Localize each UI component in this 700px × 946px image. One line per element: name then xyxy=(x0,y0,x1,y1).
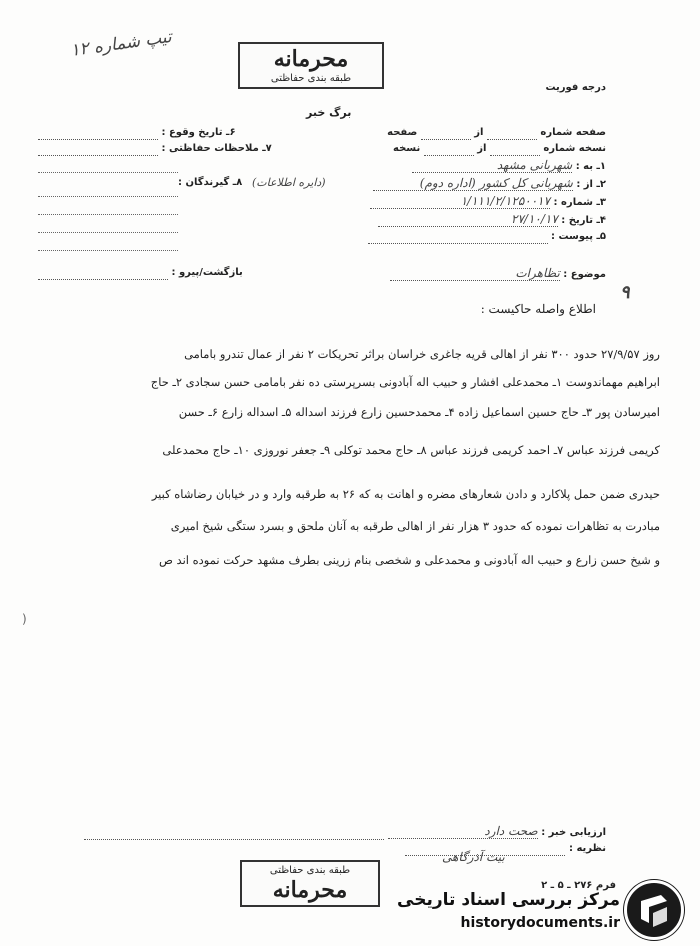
report-line: مبادرت به تظاهرات نموده که حدود ۳ هزار نفر از اهالی طرقبه به آنان ملحق و بسرد ستگی شیخ امیری xyxy=(170,519,660,533)
evaluation-field: ارزیابی خبر : صحت دارد xyxy=(84,824,606,840)
report-intro: اطلاع واصله حاکیست : xyxy=(480,302,596,316)
subject-field: موضوع : تظاهرات xyxy=(390,266,606,282)
field-incident-date: ۶ـ تاریخ وقوع : xyxy=(38,126,236,140)
corner-handwriting: تیپ شماره ۱۲ xyxy=(69,26,173,62)
report-line: امیرسادن پور ۳ـ حاج حسین اسماعیل زاده ۴ـ محمدحسین زارع فرزند اسداله ۵ـ اسداله زارع ۶ـ حسن xyxy=(178,405,660,419)
field-number: ۳ـ شماره : ۱/۱۱۱/۲/۱۲۵۰۰۱۷ xyxy=(370,194,606,210)
recipients-value: (دایره اطلاعات) xyxy=(252,176,326,189)
report-line: روز ۲۷/۹/۵۷ حدود ۳۰۰ نفر از اهالی قریه جاغری خراسان براثر تحریکات ۲ نفر از عمال تندرو بامامی xyxy=(184,347,660,361)
watermark-title: مرکز بررسی اسناد تاریخی xyxy=(397,890,620,910)
blank-line xyxy=(38,196,178,197)
field-page-number: صفحه شماره از صفحه xyxy=(387,127,606,138)
stamp-code: محرمانه xyxy=(272,877,348,903)
blank-line xyxy=(38,232,178,233)
stray-mark: ( xyxy=(22,612,27,626)
blank-line xyxy=(38,250,178,251)
field-security-notes: ۷ـ ملاحظات حفاظتی : xyxy=(38,142,272,156)
report-line: ابراهیم مهماندوست ۱ـ محمدعلی افشار و حبیب اله آبادونی بسرپرستی ده نفر بامامی حسن سجادی ۲ـ حاج xyxy=(150,375,660,389)
field-to: ۱ـ به : شهربانی مشهد xyxy=(412,158,606,174)
field-date: ۴ـ تاریخ : ۲۷/۱۰/۱۷ xyxy=(378,212,606,228)
followup-field: بازگشت/پیرو : xyxy=(38,266,243,280)
opinion-field: نظریه : xyxy=(405,842,606,856)
form-title: برگ خبر xyxy=(306,106,352,119)
field-from: ۲ـ از : شهربانی کل کشور (اداره دوم) xyxy=(373,176,606,192)
report-line: و شیخ حسن زارع و حبیب اله آبادونی و محمدعلی و شخصی بنام زرینی بطرف مشهد حرکت نموده اند ص xyxy=(159,553,660,567)
urgency-label: درجه فوریت xyxy=(545,82,606,93)
blank-line xyxy=(38,172,178,173)
report-line: کریمی فرزند عباس ۷ـ احمد کریمی فرزند عباس ۸ـ حاج محمد توکلی ۹ـ جعفر نوروزی ۱۰ـ حاج محمدعلی xyxy=(162,443,660,457)
field-copy-number: نسخه شماره از نسخه xyxy=(393,143,606,154)
blank-line xyxy=(38,214,178,215)
watermark-site: historydocuments.ir xyxy=(460,915,620,931)
form-number: فرم ۲۷۶ ـ ۵ ـ ۲ xyxy=(541,880,616,891)
field-attachment: ۵ـ پیوست : xyxy=(368,230,607,244)
archive-logo-graphic xyxy=(627,883,681,937)
margin-note: ۹ xyxy=(620,282,630,303)
stamp-code: محرمانه xyxy=(273,46,349,72)
classification-stamp-top xyxy=(238,42,384,89)
stamp-label: طبقه بندی حفاظتی xyxy=(269,865,351,876)
stamp-label: طبقه بندی حفاظتی xyxy=(270,73,352,84)
archive-logo-icon xyxy=(624,880,684,940)
report-line: حیدری ضمن حمل پلاکارد و دادن شعارهای مضره و اهانت به که ۲۶ به طرقبه وارد و در خیابان رضاشاه کبیر xyxy=(151,487,660,501)
field-recipients: ۸ـ گیرندگان : xyxy=(178,177,243,188)
opinion-value: بیت آذرگاهی xyxy=(442,850,505,864)
classification-stamp-bottom xyxy=(240,860,380,907)
